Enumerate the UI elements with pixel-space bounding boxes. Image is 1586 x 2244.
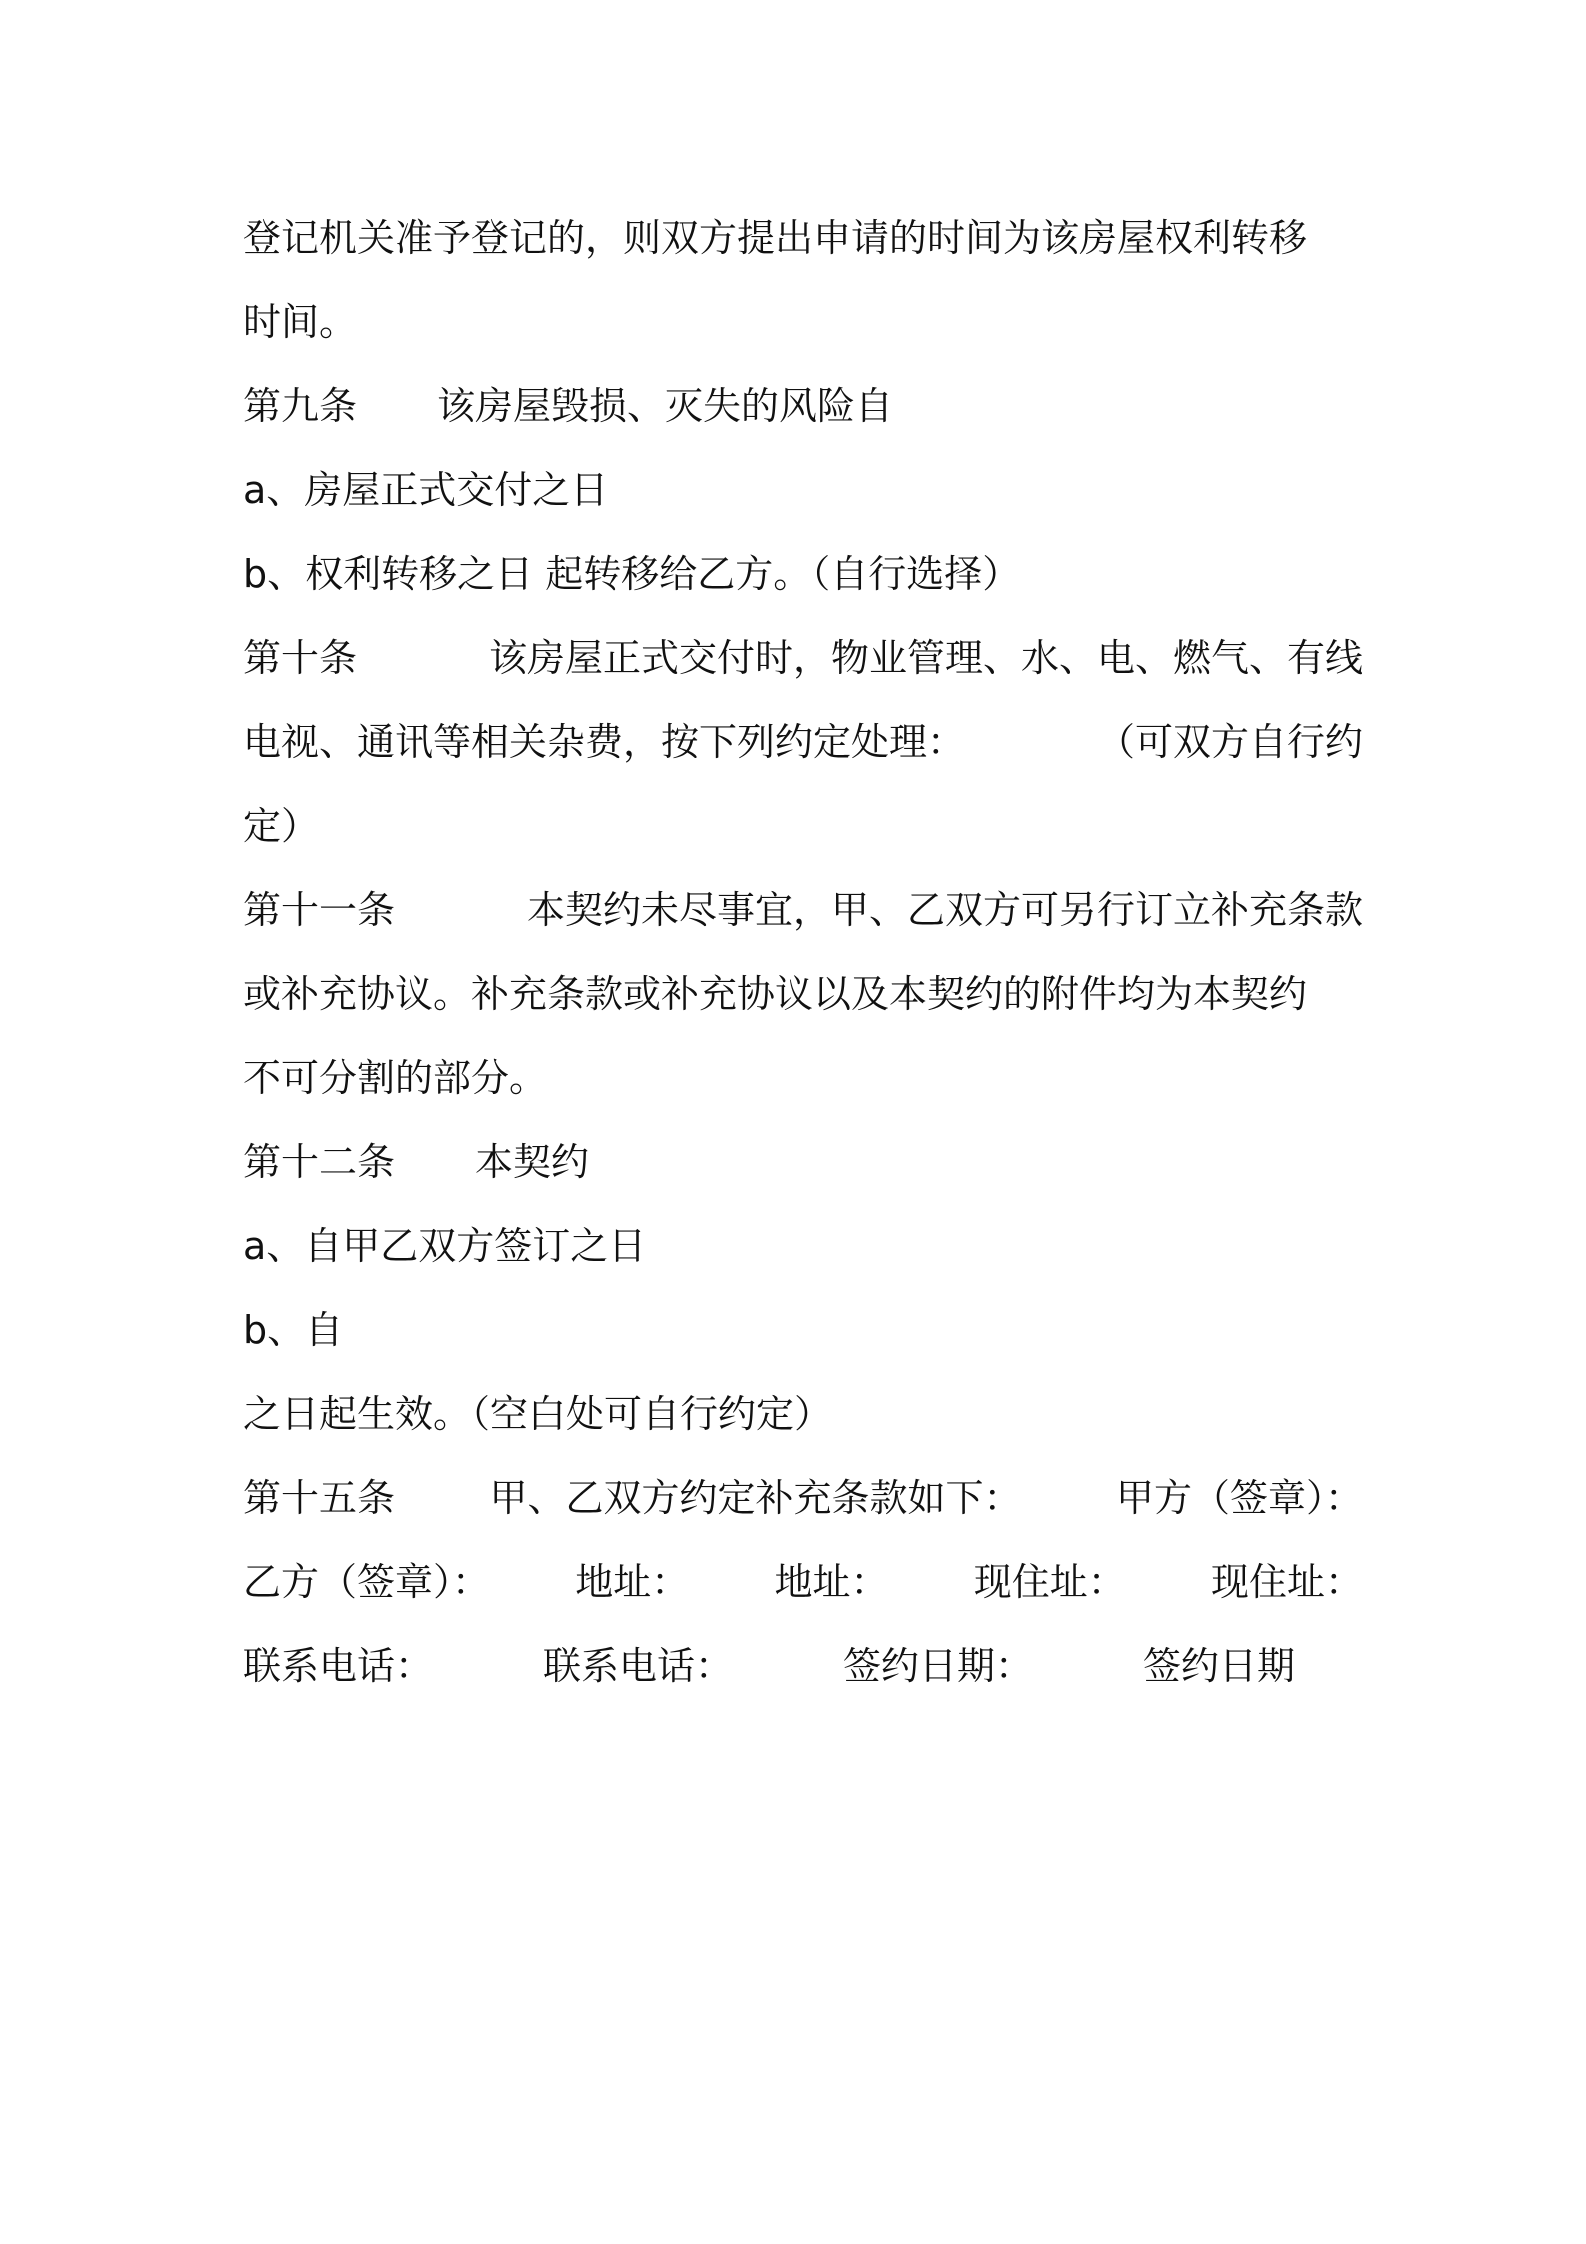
text-line: 登记机关准予登记的，则双方提出申请的时间为该房屋权利转移 bbox=[243, 216, 1308, 260]
article-12-text: 本契约 bbox=[475, 1140, 590, 1184]
article-10-text: 该房屋正式交付时，物业管理、水、电、燃气、有线 bbox=[488, 636, 1363, 680]
article-15-heading bbox=[243, 1456, 1363, 1540]
residence-label-b: 现住址： bbox=[1210, 1560, 1363, 1604]
article-10-heading bbox=[243, 616, 1363, 700]
article-10-line-3: 定） bbox=[243, 804, 320, 848]
article-12-effective: 之日起生效。（空白处可自行约定） bbox=[243, 1392, 833, 1436]
article-9-heading bbox=[243, 364, 1363, 448]
article-12-option-b: b、自 bbox=[243, 1308, 344, 1352]
phone-label-b: 联系电话： bbox=[543, 1644, 734, 1688]
article-10-number: 第十条 bbox=[243, 636, 358, 680]
article-12-option-a: a、自甲乙双方签订之日 bbox=[243, 1224, 647, 1268]
article-9-number: 第九条 bbox=[243, 384, 358, 428]
phone-label-a: 联系电话： bbox=[243, 1644, 434, 1688]
signature-row-1 bbox=[243, 1540, 1363, 1624]
article-11-number: 第十一条 bbox=[243, 888, 396, 932]
sign-date-label-b: 签约日期 bbox=[1143, 1644, 1296, 1688]
article-11-line-3: 不可分割的部分。 bbox=[243, 1056, 548, 1100]
party-b-signature-label: 乙方（签章）： bbox=[243, 1560, 491, 1604]
address-label-b: 地址： bbox=[774, 1560, 889, 1604]
text-line: 时间。 bbox=[243, 300, 358, 344]
article-9-option-b: b、权利转移之日 起转移给乙方。（自行选择） bbox=[243, 552, 1021, 596]
article-9-option-a: a、房屋正式交付之日 bbox=[243, 468, 609, 512]
signature-row-2 bbox=[243, 1624, 1363, 1708]
article-12-heading bbox=[243, 1120, 1363, 1204]
sign-date-label-a: 签约日期： bbox=[843, 1644, 1034, 1688]
article-15-number: 第十五条 bbox=[243, 1476, 396, 1520]
article-12-number: 第十二条 bbox=[243, 1140, 396, 1184]
article-15-text: 甲、乙双方约定补充条款如下： bbox=[489, 1476, 1022, 1520]
article-11-heading bbox=[243, 868, 1363, 952]
document-body bbox=[243, 196, 1363, 1708]
article-11-line-2: 或补充协议。补充条款或补充协议以及本契约的附件均为本契约 bbox=[243, 972, 1308, 1016]
article-10-line-2: 电视、通讯等相关杂费，按下列约定处理： （可双方自行约 bbox=[243, 720, 1363, 764]
address-label-a: 地址： bbox=[575, 1560, 690, 1604]
article-11-text: 本契约未尽事宜，甲、乙双方可另行订立补充条款 bbox=[526, 888, 1363, 932]
article-9-text: 该房屋毁损、灭失的风险自 bbox=[437, 384, 894, 428]
party-a-signature-label: 甲方（签章）： bbox=[1115, 1476, 1363, 1520]
residence-label-a: 现住址： bbox=[973, 1560, 1126, 1604]
